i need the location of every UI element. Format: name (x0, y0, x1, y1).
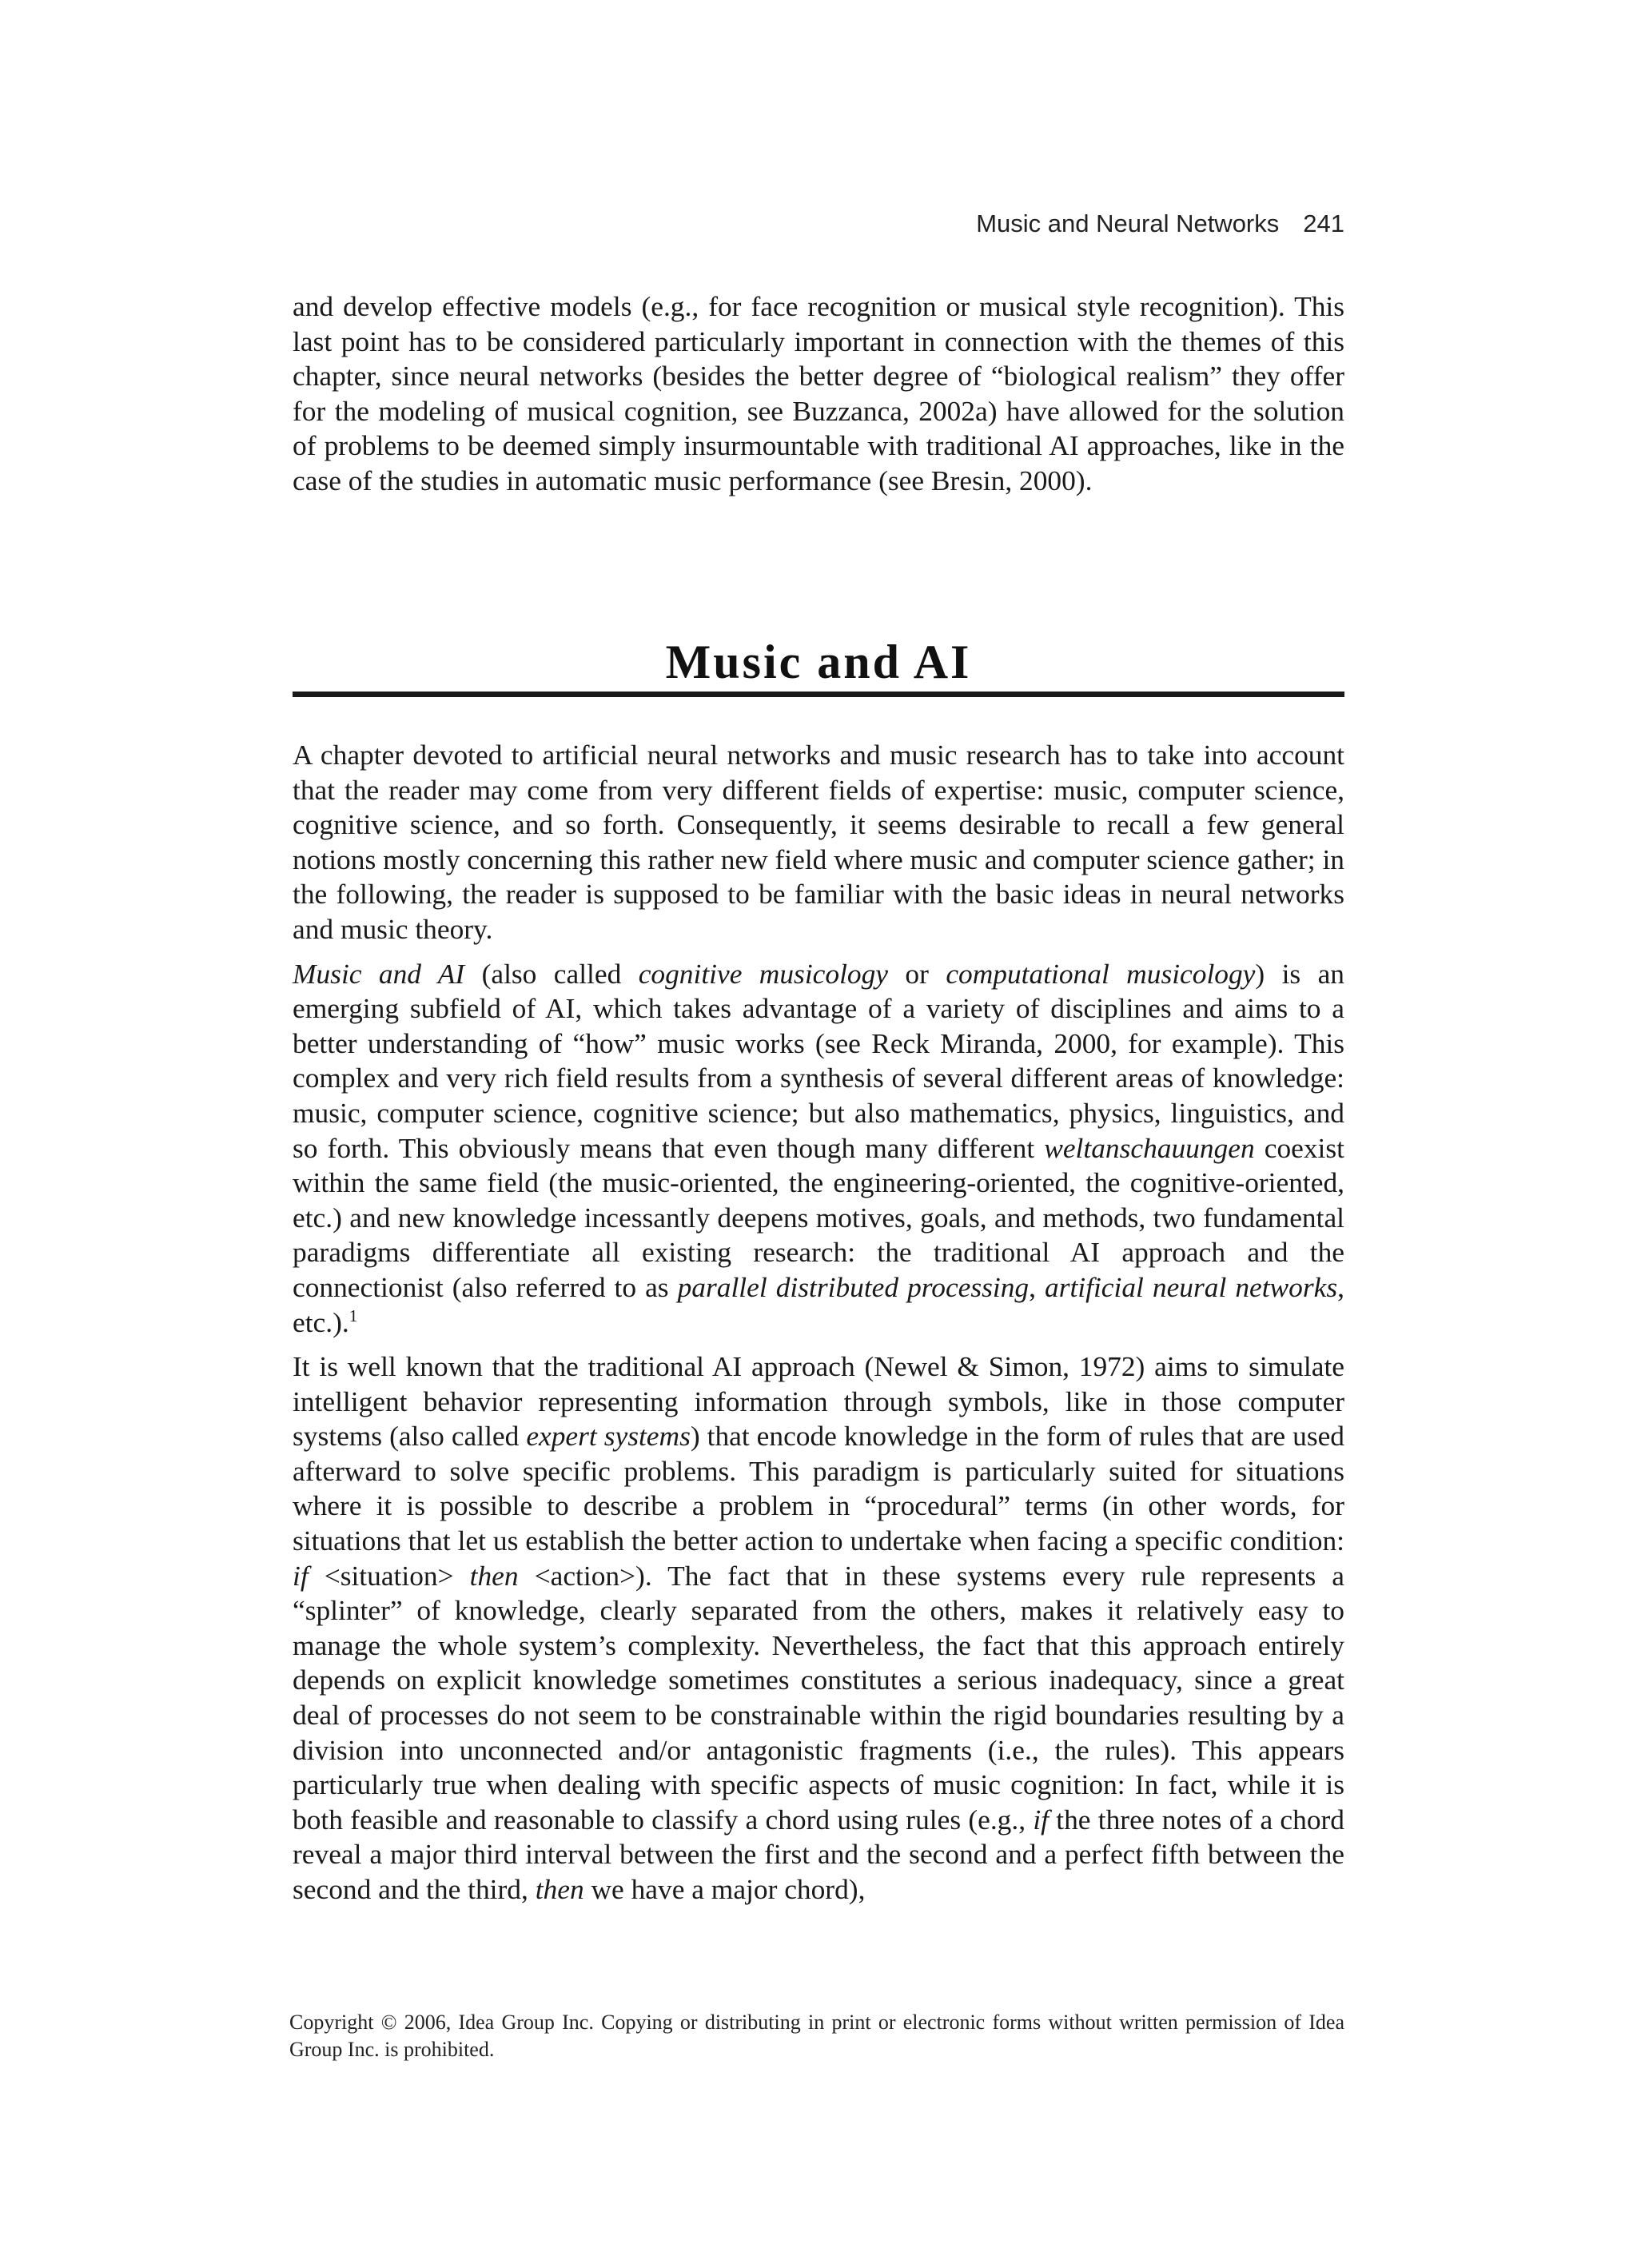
term-expert-systems: expert systems (526, 1420, 691, 1453)
term-weltanschauungen: weltanschauungen (1044, 1131, 1255, 1164)
paragraph-1: A chapter devoted to artificial neural networks and music research has to take into account that the reader may come from very different fields of expertise: music, computer science, cognitive science, and so forth. Consequently, it seems desirable to recall a few general notions mostly concerning this rather new field where music and computer science gather; in the following, the reader is supposed to be familiar with the basic ideas in neural networks and music theory. (293, 739, 1344, 945)
page-number: 241 (1303, 209, 1344, 237)
term-if-example: if (1033, 1803, 1050, 1836)
term-then: then (469, 1559, 519, 1592)
intro-paragraph-block (293, 289, 1344, 508)
term-music-and-ai: Music and AI (293, 957, 465, 990)
section-heading-rule (293, 692, 1344, 697)
running-head (293, 209, 1344, 238)
footnote-marker: 1 (349, 1305, 358, 1325)
section-heading: Music and AI (665, 636, 972, 688)
section-body (293, 738, 1344, 1917)
copyright-notice: Copyright © 2006, Idea Group Inc. Copying or distributing in print or electronic forms without written permission of Idea Group Inc. is prohibited. (289, 2011, 1344, 2061)
term-cognitive-musicology: cognitive musicology (638, 957, 888, 990)
running-head-title: Music and Neural Networks (976, 209, 1280, 237)
term-then-example: then (535, 1873, 584, 1905)
term-if: if (293, 1559, 309, 1592)
term-parallel-distributed-processing: parallel distributed processing (677, 1270, 1030, 1303)
intro-paragraph: and develop effective models (e.g., for face recognition or musical style recognition). This last point has to be considered particularly important in connection with the themes of this chapter, since neural networks (besides the better degree of “biological realism” they offer for the modeling of musical cognition, see Buzzanca, 2002a) have allowed for the solution of problems to be deemed simply insurmountable with traditional AI approaches, like in the case of the studies in automatic music performance (see Bresin, 2000). (293, 290, 1344, 496)
paragraph-3: It is well known that the traditional AI approach (Newel & Simon, 1972) aims to simulate intelligent behavior representing information through symbols, like in those computer systems (also called expert systems) that encode knowledge in the form of rules that are used afterward to solve specific problems. This paradigm is particularly suited for situations where it is possible to describe a problem in “procedural” terms (in other words, for situations that let us establish the better action to undertake when facing a specific condition: if <situation> then <action>). The fact that in these systems every rule represents a “splinter” of knowledge, clearly separated from the others, makes it relatively easy to manage the whole system’s complexity. Nevertheless, the fact that this approach entirely depends on explicit knowledge sometimes constitutes a serious inadequacy, since a great deal of processes do not seem to be constrainable within the rigid boundaries resulting by a division into unconnected and/or antagonistic fragments (i.e., the rules). This appears particularly true when dealing with specific aspects of music cognition: In fact, while it is both feasible and reasonable to classify a chord using rules (e.g., if the three notes of a chord reveal a major third interval between the first and the second and a perfect fifth between the second and the third, then we have a major chord), (293, 1350, 1344, 1905)
copyright-footer (289, 2009, 1344, 2063)
term-computational-musicology: computational musicology (946, 957, 1256, 990)
term-artificial-neural-networks: artificial neural networks (1045, 1270, 1338, 1303)
paragraph-2: Music and AI (also called cognitive musicology or computational musicology) is an emerging subfield of AI, which takes advantage of a variety of disciplines and aims to a better understanding of “how” music works (see Reck Miranda, 2000, for example). This complex and very rich field results from a synthesis of several different areas of knowledge: music, computer science, cognitive science; but also mathematics, physics, linguistics, and so forth. This obviously means that even though many different weltanschauungen coexist within the same field (the music-oriented, the engineering-oriented, the cognitive-oriented, etc.) and new knowledge incessantly deepens motives, goals, and methods, two fundamental paradigms differentiate all existing research: the traditional AI approach and the connectionist (also referred to as parallel distributed processing, artificial neural networks, etc.).$^1$ (293, 957, 1345, 1338)
